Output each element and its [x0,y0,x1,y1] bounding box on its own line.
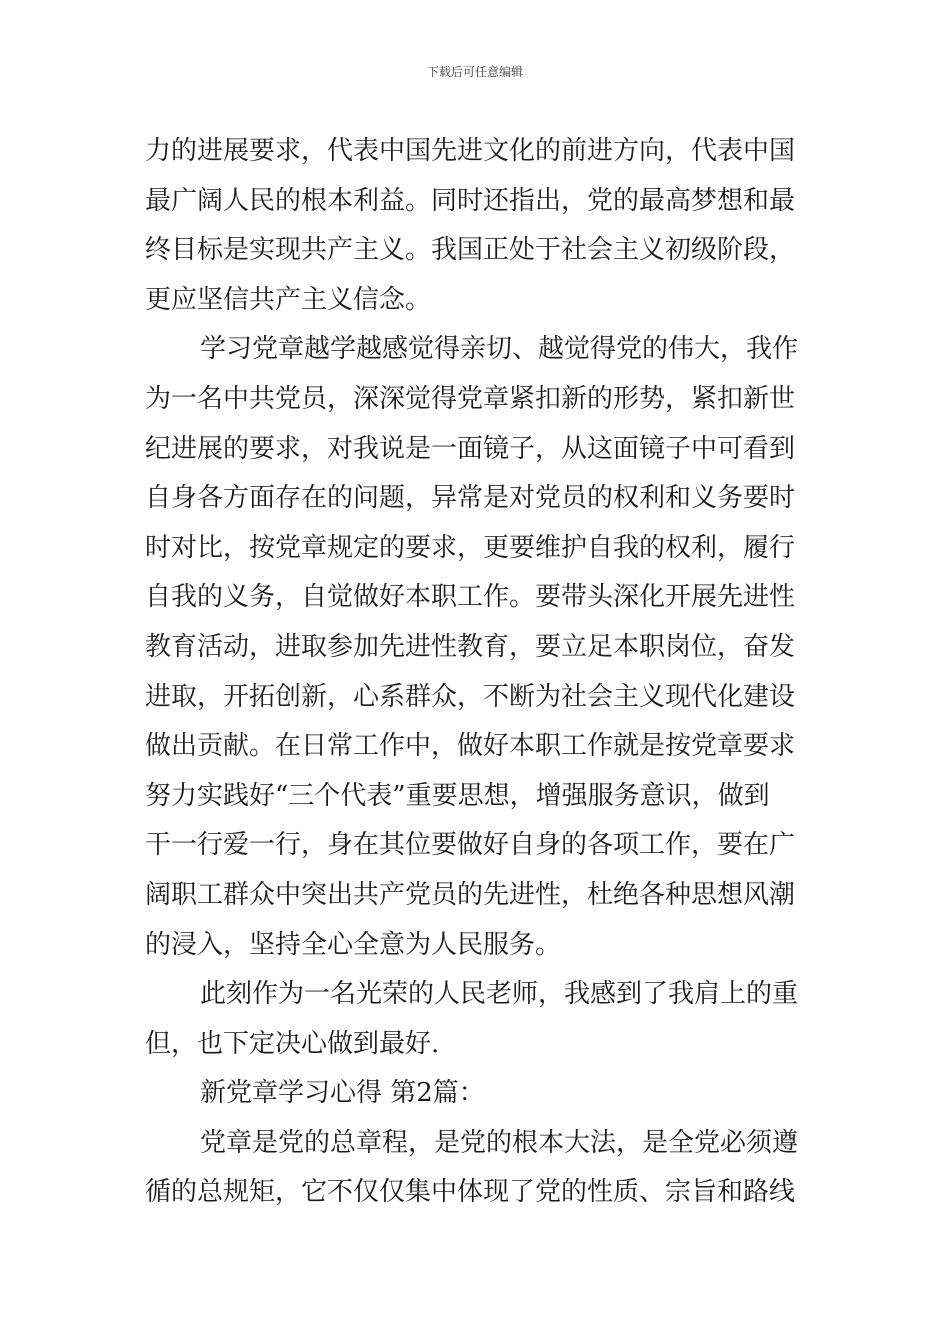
text-line: 终目标是实现共产主义。我国正处于社会主义初级阶段， [145,235,796,266]
text-line: 但，也下定决心做到最好. [145,1028,440,1059]
text-line: 教育活动，进取参加先进性教育，要立足本职岗位，奋发 [145,631,796,662]
text-line: 纪进展的要求，对我说是一面镜子，从这面镜子中可看到 [145,433,796,464]
text-line: 新党章学习心得 第2篇： [200,1078,485,1109]
text-line: 努力实践好“三个代表”重要思想，增强服务意识，做到 [145,780,770,811]
text-line: 做出贡献。在日常工作中，做好本职工作就是按党章要求 [145,731,796,762]
text-line: 力的进展要求，代表中国先进文化的前进方向，代表中国 [145,136,796,166]
text-line: 为一名中共党员，深深觉得党章紧扣新的形势，紧扣新世 [145,383,796,414]
text-line: 的浸入，坚持全心全意为人民服务。 [145,929,562,960]
text-line: 自我的义务，自觉做好本职工作。要带头深化开展先进性 [145,582,796,613]
text-line: 干一行爱一行，身在其位要做好自身的各项工作，要在广 [145,830,796,861]
text-line: 此刻作为一名光荣的人民老师，我感到了我肩上的重 [200,979,799,1010]
text-line: 自身各方面存在的问题，异常是对党员的权利和义务要时 [145,483,796,514]
text-line: 时对比，按党章规定的要求，更要维护自我的权利，履行 [145,532,796,563]
text-line: 循的总规矩，它不仅仅集中体现了党的性质、宗旨和路线 [145,1177,796,1208]
page-header: 下载后可任意编辑 [426,65,523,79]
text-line: 更应坚信共产主义信念。 [145,284,432,315]
text-line: 学习党章越学越感觉得亲切、越觉得党的伟大，我作 [200,334,799,365]
text-line: 进取，开拓创新，心系群众，不断为社会主义现代化建设 [145,681,796,712]
text-line: 阔职工群众中突出共产党员的先进性，杜绝各种思想风潮 [145,879,796,910]
text-line: 党章是党的总章程，是党的根本大法，是全党必须遵 [200,1127,799,1158]
text-line: 最广阔人民的根本利益。同时还指出，党的最高梦想和最 [145,185,796,216]
document-body [145,127,813,1218]
